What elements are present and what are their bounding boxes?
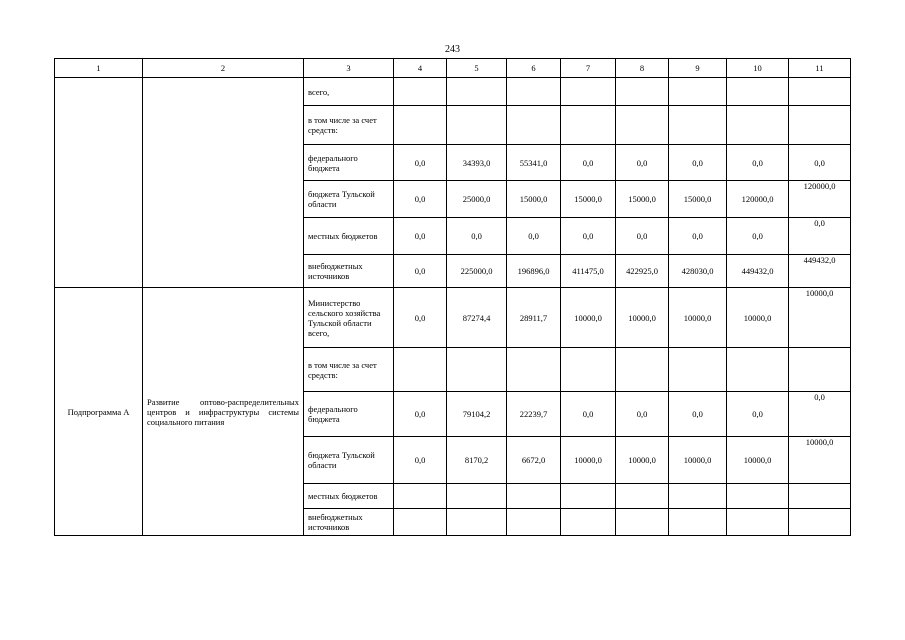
value-cell: 8170,2 — [447, 437, 507, 484]
value-cell-col11: 10000,0 — [789, 288, 851, 348]
value-cell — [507, 78, 561, 106]
value-cell: 0,0 — [561, 392, 616, 437]
value-cell — [669, 509, 727, 536]
value-cell: 34393,0 — [447, 145, 507, 181]
value-cell: 0,0 — [394, 392, 447, 437]
value-cell — [727, 78, 789, 106]
value-cell — [507, 509, 561, 536]
program-cell — [55, 78, 143, 288]
value-cell: 10000,0 — [727, 288, 789, 348]
value-cell-col11 — [789, 348, 851, 392]
value-cell: 10000,0 — [561, 288, 616, 348]
value-cell: 196896,0 — [507, 255, 561, 288]
header-cell: 5 — [447, 59, 507, 78]
value-cell: 15000,0 — [507, 181, 561, 218]
value-cell: 25000,0 — [447, 181, 507, 218]
value-cell — [669, 484, 727, 509]
value-cell: 10000,0 — [561, 437, 616, 484]
value-cell: 55341,0 — [507, 145, 561, 181]
value-cell: 0,0 — [394, 181, 447, 218]
value-cell: 422925,0 — [616, 255, 669, 288]
value-cell-col11: 0,0 — [789, 218, 851, 255]
header-cell: 1 — [55, 59, 143, 78]
value-cell: 225000,0 — [447, 255, 507, 288]
header-cell: 9 — [669, 59, 727, 78]
value-cell: 0,0 — [616, 145, 669, 181]
value-cell — [616, 348, 669, 392]
program-cell: Подпрограмма А — [55, 288, 143, 536]
value-cell: 0,0 — [394, 437, 447, 484]
value-cell: 0,0 — [394, 145, 447, 181]
value-cell: 120000,0 — [727, 181, 789, 218]
value-cell-col11: 10000,0 — [789, 437, 851, 484]
value-cell — [616, 484, 669, 509]
header-cell: 2 — [143, 59, 304, 78]
value-cell-col11 — [789, 509, 851, 536]
value-cell — [561, 106, 616, 145]
value-cell — [561, 509, 616, 536]
value-cell — [561, 78, 616, 106]
value-cell: 10000,0 — [616, 437, 669, 484]
page-number: 243 — [445, 44, 460, 55]
row-label: всего, — [304, 78, 394, 106]
value-cell: 0,0 — [669, 218, 727, 255]
value-cell — [447, 484, 507, 509]
value-cell: 10000,0 — [616, 288, 669, 348]
value-cell: 0,0 — [669, 145, 727, 181]
value-cell — [616, 78, 669, 106]
row-label: федерального бюджета — [304, 145, 394, 181]
value-cell: 0,0 — [727, 218, 789, 255]
value-cell: 0,0 — [727, 392, 789, 437]
row-label: Министерство сельского хозяйства Тульской области всего, — [304, 288, 394, 348]
header-cell: 3 — [304, 59, 394, 78]
value-cell — [394, 106, 447, 145]
row-label: федерального бюджета — [304, 392, 394, 437]
value-cell — [669, 348, 727, 392]
header-cell: 10 — [727, 59, 789, 78]
value-cell — [447, 509, 507, 536]
header-cell: 8 — [616, 59, 669, 78]
header-cell: 11 — [789, 59, 851, 78]
value-cell-col11: 0,0 — [789, 392, 851, 437]
value-cell-col11 — [789, 106, 851, 145]
value-cell: 0,0 — [727, 145, 789, 181]
value-cell-col11 — [789, 484, 851, 509]
value-cell — [447, 78, 507, 106]
value-cell — [616, 106, 669, 145]
value-cell: 0,0 — [616, 392, 669, 437]
row-label: в том числе за счет средств: — [304, 348, 394, 392]
value-cell: 0,0 — [394, 218, 447, 255]
value-cell — [561, 348, 616, 392]
value-cell: 428030,0 — [669, 255, 727, 288]
value-cell-col11 — [789, 78, 851, 106]
value-cell — [394, 78, 447, 106]
table-row — [55, 78, 851, 106]
value-cell: 87274,4 — [447, 288, 507, 348]
value-cell — [727, 348, 789, 392]
value-cell — [727, 484, 789, 509]
value-cell — [727, 509, 789, 536]
value-cell: 79104,2 — [447, 392, 507, 437]
value-cell-col11: 0,0 — [789, 145, 851, 181]
value-cell: 0,0 — [616, 218, 669, 255]
value-cell: 28911,7 — [507, 288, 561, 348]
value-cell: 0,0 — [447, 218, 507, 255]
value-cell — [669, 78, 727, 106]
value-cell: 411475,0 — [561, 255, 616, 288]
value-cell: 22239,7 — [507, 392, 561, 437]
value-cell: 449432,0 — [727, 255, 789, 288]
value-cell: 15000,0 — [561, 181, 616, 218]
value-cell: 15000,0 — [669, 181, 727, 218]
value-cell-col11: 449432,0 — [789, 255, 851, 288]
header-cell: 6 — [507, 59, 561, 78]
row-label: внебюджетных источников — [304, 255, 394, 288]
value-cell: 0,0 — [394, 288, 447, 348]
value-cell: 0,0 — [561, 145, 616, 181]
value-cell: 10000,0 — [669, 288, 727, 348]
row-label: внебюджетных источников — [304, 509, 394, 536]
row-label: бюджета Тульской области — [304, 181, 394, 218]
value-cell — [394, 348, 447, 392]
budget-table — [54, 58, 851, 536]
value-cell — [507, 348, 561, 392]
value-cell: 15000,0 — [616, 181, 669, 218]
value-cell — [669, 106, 727, 145]
value-cell: 0,0 — [394, 255, 447, 288]
value-cell — [394, 509, 447, 536]
value-cell — [394, 484, 447, 509]
header-cell: 4 — [394, 59, 447, 78]
value-cell — [447, 106, 507, 145]
table-row — [55, 288, 851, 348]
description-cell — [143, 78, 304, 288]
value-cell — [561, 484, 616, 509]
value-cell: 0,0 — [669, 392, 727, 437]
value-cell — [507, 484, 561, 509]
row-label: в том числе за счет средств: — [304, 106, 394, 145]
value-cell: 0,0 — [561, 218, 616, 255]
row-label: местных бюджетов — [304, 484, 394, 509]
header-cell: 7 — [561, 59, 616, 78]
value-cell — [727, 106, 789, 145]
value-cell: 10000,0 — [727, 437, 789, 484]
row-label: местных бюджетов — [304, 218, 394, 255]
value-cell: 0,0 — [507, 218, 561, 255]
row-label: бюджета Тульской области — [304, 437, 394, 484]
value-cell — [616, 509, 669, 536]
value-cell — [447, 348, 507, 392]
header-row — [55, 59, 851, 78]
value-cell: 6672,0 — [507, 437, 561, 484]
value-cell — [507, 106, 561, 145]
value-cell-col11: 120000,0 — [789, 181, 851, 218]
description-cell: Развитие оптово-распределительных центров и инфраструктуры системы социального питания — [143, 288, 304, 536]
value-cell: 10000,0 — [669, 437, 727, 484]
